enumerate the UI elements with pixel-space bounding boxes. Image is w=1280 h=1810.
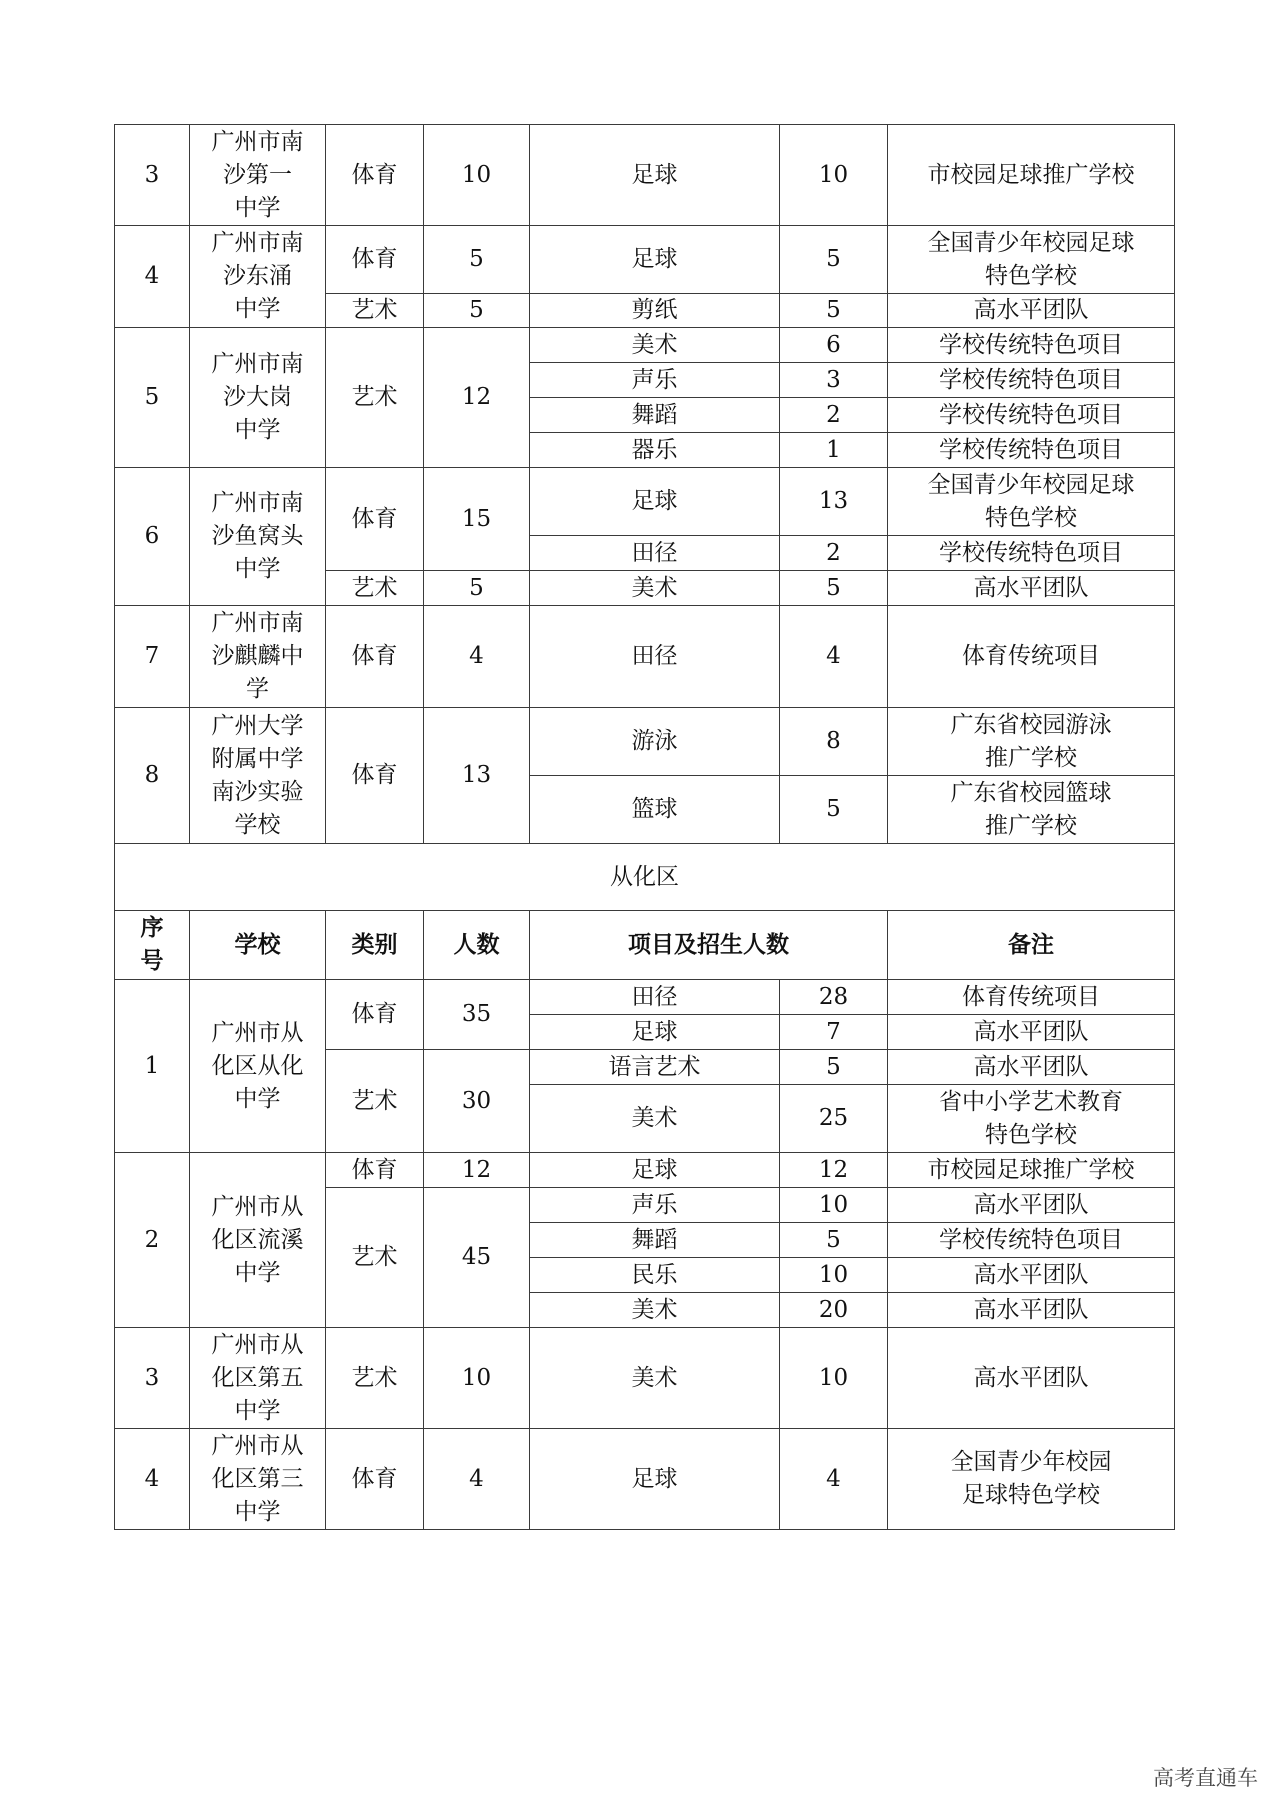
category-cell: 艺术 bbox=[326, 1328, 424, 1429]
category-cell: 体育 bbox=[326, 1153, 424, 1188]
note-cell: 全国青少年校园足球 特色学校 bbox=[888, 226, 1175, 294]
project-cell: 美术 bbox=[530, 328, 780, 363]
count-cell: 12 bbox=[780, 1153, 888, 1188]
note-cell: 广东省校园游泳 推广学校 bbox=[888, 708, 1175, 776]
table-row bbox=[115, 226, 1175, 294]
category-cell: 体育 bbox=[326, 1429, 424, 1530]
project-cell: 美术 bbox=[530, 571, 780, 606]
category-cell: 体育 bbox=[326, 468, 424, 571]
note-cell: 体育传统项目 bbox=[888, 606, 1175, 708]
project-cell: 足球 bbox=[530, 1015, 780, 1050]
note-cell: 市校园足球推广学校 bbox=[888, 125, 1175, 226]
count-cell: 5 bbox=[780, 294, 888, 328]
school-cell: 广州市南 沙大岗 中学 bbox=[190, 328, 326, 468]
district-title: 从化区 bbox=[115, 844, 1175, 911]
total-cell: 5 bbox=[424, 226, 530, 294]
project-cell: 语言艺术 bbox=[530, 1050, 780, 1085]
project-cell: 美术 bbox=[530, 1293, 780, 1328]
category-cell: 体育 bbox=[326, 708, 424, 844]
seq-cell: 3 bbox=[115, 125, 190, 226]
total-cell: 15 bbox=[424, 468, 530, 571]
project-cell: 足球 bbox=[530, 1429, 780, 1530]
note-cell: 全国青少年校园足球 特色学校 bbox=[888, 468, 1175, 536]
category-cell: 体育 bbox=[326, 226, 424, 294]
category-cell: 艺术 bbox=[326, 1050, 424, 1153]
seq-cell: 3 bbox=[115, 1328, 190, 1429]
total-cell: 35 bbox=[424, 980, 530, 1050]
count-cell: 1 bbox=[780, 433, 888, 468]
total-cell: 45 bbox=[424, 1188, 530, 1328]
note-cell: 学校传统特色项目 bbox=[888, 433, 1175, 468]
header-project: 项目及招生人数 bbox=[530, 911, 888, 980]
category-cell: 艺术 bbox=[326, 571, 424, 606]
count-cell: 3 bbox=[780, 363, 888, 398]
school-cell: 广州市从 化区第三 中学 bbox=[190, 1429, 326, 1530]
count-cell: 4 bbox=[780, 1429, 888, 1530]
count-cell: 13 bbox=[780, 468, 888, 536]
note-cell: 高水平团队 bbox=[888, 571, 1175, 606]
count-cell: 5 bbox=[780, 226, 888, 294]
school-cell: 广州大学 附属中学 南沙实验 学校 bbox=[190, 708, 326, 844]
count-cell: 7 bbox=[780, 1015, 888, 1050]
school-cell: 广州市南 沙鱼窝头 中学 bbox=[190, 468, 326, 606]
note-cell: 高水平团队 bbox=[888, 1293, 1175, 1328]
category-cell: 艺术 bbox=[326, 328, 424, 468]
header-seq: 序 号 bbox=[115, 911, 190, 980]
note-cell: 市校园足球推广学校 bbox=[888, 1153, 1175, 1188]
seq-cell: 1 bbox=[115, 980, 190, 1153]
count-cell: 5 bbox=[780, 776, 888, 844]
table-row bbox=[115, 1429, 1175, 1530]
count-cell: 5 bbox=[780, 1050, 888, 1085]
seq-cell: 8 bbox=[115, 708, 190, 844]
table-row bbox=[115, 125, 1175, 226]
note-cell: 体育传统项目 bbox=[888, 980, 1175, 1015]
school-cell: 广州市南 沙第一 中学 bbox=[190, 125, 326, 226]
watermark-text: 高考直通车 bbox=[1153, 1766, 1258, 1790]
project-cell: 声乐 bbox=[530, 363, 780, 398]
total-cell: 5 bbox=[424, 294, 530, 328]
school-cell: 广州市从 化区流溪 中学 bbox=[190, 1153, 326, 1328]
project-cell: 篮球 bbox=[530, 776, 780, 844]
project-cell: 足球 bbox=[530, 468, 780, 536]
note-cell: 高水平团队 bbox=[888, 294, 1175, 328]
school-cell: 广州市南 沙麒麟中 学 bbox=[190, 606, 326, 708]
total-cell: 4 bbox=[424, 606, 530, 708]
project-cell: 美术 bbox=[530, 1328, 780, 1429]
count-cell: 10 bbox=[780, 1258, 888, 1293]
school-cell: 广州市南 沙东涌 中学 bbox=[190, 226, 326, 328]
count-cell: 4 bbox=[780, 606, 888, 708]
note-cell: 学校传统特色项目 bbox=[888, 1223, 1175, 1258]
school-cell: 广州市从 化区第五 中学 bbox=[190, 1328, 326, 1429]
count-cell: 5 bbox=[780, 1223, 888, 1258]
total-cell: 12 bbox=[424, 1153, 530, 1188]
seq-cell: 4 bbox=[115, 226, 190, 328]
header-note: 备注 bbox=[888, 911, 1175, 980]
table-row bbox=[115, 1153, 1175, 1188]
seq-cell: 6 bbox=[115, 468, 190, 606]
category-cell: 体育 bbox=[326, 125, 424, 226]
header-category: 类别 bbox=[326, 911, 424, 980]
note-cell: 高水平团队 bbox=[888, 1188, 1175, 1223]
note-cell: 全国青少年校园 足球特色学校 bbox=[888, 1429, 1175, 1530]
total-cell: 30 bbox=[424, 1050, 530, 1153]
category-cell: 艺术 bbox=[326, 294, 424, 328]
header-total: 人数 bbox=[424, 911, 530, 980]
project-cell: 田径 bbox=[530, 980, 780, 1015]
count-cell: 10 bbox=[780, 125, 888, 226]
category-cell: 艺术 bbox=[326, 1188, 424, 1328]
count-cell: 28 bbox=[780, 980, 888, 1015]
seq-cell: 5 bbox=[115, 328, 190, 468]
count-cell: 10 bbox=[780, 1188, 888, 1223]
total-cell: 5 bbox=[424, 571, 530, 606]
table-row bbox=[115, 468, 1175, 536]
note-cell: 学校传统特色项目 bbox=[888, 398, 1175, 433]
total-cell: 10 bbox=[424, 125, 530, 226]
project-cell: 器乐 bbox=[530, 433, 780, 468]
project-cell: 游泳 bbox=[530, 708, 780, 776]
seq-cell: 4 bbox=[115, 1429, 190, 1530]
count-cell: 2 bbox=[780, 398, 888, 433]
note-cell: 学校传统特色项目 bbox=[888, 328, 1175, 363]
admissions-table bbox=[114, 124, 1175, 1530]
count-cell: 5 bbox=[780, 571, 888, 606]
table-row bbox=[115, 606, 1175, 708]
project-cell: 足球 bbox=[530, 1153, 780, 1188]
note-cell: 广东省校园篮球 推广学校 bbox=[888, 776, 1175, 844]
note-cell: 省中小学艺术教育 特色学校 bbox=[888, 1085, 1175, 1153]
note-cell: 高水平团队 bbox=[888, 1015, 1175, 1050]
count-cell: 2 bbox=[780, 536, 888, 571]
note-cell: 高水平团队 bbox=[888, 1258, 1175, 1293]
count-cell: 8 bbox=[780, 708, 888, 776]
total-cell: 12 bbox=[424, 328, 530, 468]
header-row bbox=[115, 911, 1175, 980]
category-cell: 体育 bbox=[326, 606, 424, 708]
school-cell: 广州市从 化区从化 中学 bbox=[190, 980, 326, 1153]
project-cell: 美术 bbox=[530, 1085, 780, 1153]
count-cell: 25 bbox=[780, 1085, 888, 1153]
total-cell: 4 bbox=[424, 1429, 530, 1530]
district-row bbox=[115, 844, 1175, 911]
project-cell: 剪纸 bbox=[530, 294, 780, 328]
project-cell: 舞蹈 bbox=[530, 1223, 780, 1258]
table-row bbox=[115, 1328, 1175, 1429]
seq-cell: 7 bbox=[115, 606, 190, 708]
table-row bbox=[115, 328, 1175, 363]
note-cell: 学校传统特色项目 bbox=[888, 536, 1175, 571]
count-cell: 6 bbox=[780, 328, 888, 363]
project-cell: 舞蹈 bbox=[530, 398, 780, 433]
category-cell: 体育 bbox=[326, 980, 424, 1050]
seq-cell: 2 bbox=[115, 1153, 190, 1328]
project-cell: 田径 bbox=[530, 536, 780, 571]
header-school: 学校 bbox=[190, 911, 326, 980]
note-cell: 学校传统特色项目 bbox=[888, 363, 1175, 398]
table-row bbox=[115, 980, 1175, 1015]
total-cell: 13 bbox=[424, 708, 530, 844]
count-cell: 20 bbox=[780, 1293, 888, 1328]
project-cell: 民乐 bbox=[530, 1258, 780, 1293]
project-cell: 田径 bbox=[530, 606, 780, 708]
table-row bbox=[115, 708, 1175, 776]
note-cell: 高水平团队 bbox=[888, 1328, 1175, 1429]
total-cell: 10 bbox=[424, 1328, 530, 1429]
project-cell: 声乐 bbox=[530, 1188, 780, 1223]
project-cell: 足球 bbox=[530, 125, 780, 226]
note-cell: 高水平团队 bbox=[888, 1050, 1175, 1085]
project-cell: 足球 bbox=[530, 226, 780, 294]
count-cell: 10 bbox=[780, 1328, 888, 1429]
